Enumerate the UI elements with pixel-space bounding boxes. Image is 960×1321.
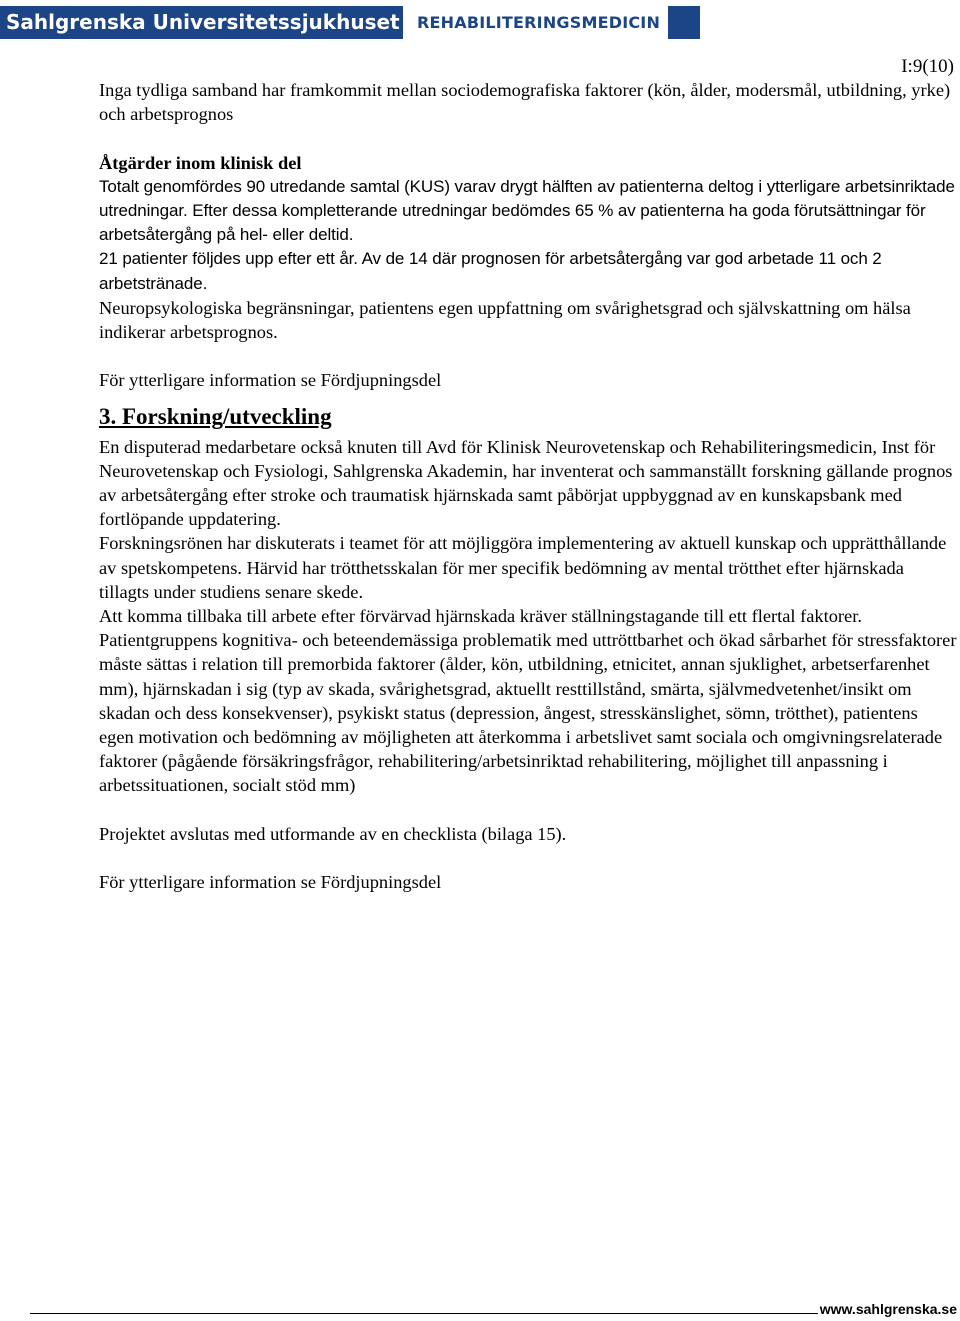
- header-accent-block: [668, 6, 700, 39]
- hospital-name-banner: Sahlgrenska Universitetssjukhuset: [0, 6, 403, 39]
- page-header: [0, 0, 960, 44]
- section-heading: 3. Forskning/utveckling: [99, 403, 332, 429]
- footer-url: www.sahlgrenska.se: [819, 1301, 957, 1317]
- forskning-paragraph-1: En disputerad medarbetare också knuten till Avd för Klinisk Neurovetenskap och Rehabiliteringsmedicin, Inst för Neurovetenskap och Fysiologi, Sahlgrenska Akademin, har inventerat och sammanställt forskning gällande prognos av arbetsåtergång efter stroke och traumatisk hjärnskada samt påbörjat uppbyggnad av en kunskapsbank med fortlöpande uppdatering.: [99, 436, 953, 530]
- checklist-paragraph: Projektet avslutas med utformande av en checklista (bilaga 15).: [99, 823, 567, 844]
- more-info-link-text-1: För ytterligare information se Fördjupningsdel: [99, 370, 442, 391]
- footer-divider: [30, 1313, 818, 1314]
- klinisk-heading: Åtgärder inom klinisk del: [99, 152, 302, 173]
- document-body: [99, 78, 957, 894]
- more-info-link-text-2: För ytterligare information se Fördjupningsdel: [99, 872, 442, 893]
- forskning-paragraph-3: Att komma tillbaka till arbete efter förvärvad hjärnskada kräver ställningstagande till ett flertal faktorer. Patientgruppens kognitiva- och beteendemässiga problematik med uttröttbarhet och ökad sårbarhet för stressfaktorer måste sättas i relation till premorbida faktorer (ålder, kön, utbildning, etnicitet, annan sjuklighet, arbetserfarenhet mm), hjärnskadan i sig (typ av skada, svårighetsgrad, aktuellt resttillstånd, smärta, självmedvetenhet/insikt om skadan och dess konsekvenser), psykiskt status (depression, ångest, stresskänslighet, sömn, trötthet), patientens egen motivation och bedömning av möjligheten att återkomma i arbetslivet samt sociala och omgivningsrelaterade faktorer (pågående försäkringsfrågor, rehabilitering/arbetsinriktad rehabilitering, möjlighet till anpassning i arbetssituationen, socialt stöd mm): [99, 606, 957, 796]
- intro-paragraph: Inga tydliga samband har framkommit mellan sociodemografiska faktorer (kön, ålder, modersmål, utbildning, yrke) och arbetsprognos: [99, 80, 951, 125]
- page-number: I:9(10): [901, 56, 954, 77]
- forskning-paragraph-2: Forskningsrönen har diskuterats i teamet för att möjliggöra implementering av aktuell kunskap och upprätthållande av spetskompetens. Härvid har trötthetsskalan för mer specifik bedömning av mental trötthet efter hjärnskada tillagts under studiens senare skede.: [99, 533, 947, 602]
- klinisk-paragraph-3: Neuropsykologiska begränsningar, patientens egen uppfattning om svårighetsgrad och självskattning om hälsa indikerar arbetsprognos.: [99, 297, 911, 343]
- department-name: REHABILITERINGSMEDICIN: [403, 6, 668, 39]
- klinisk-paragraph-1: Totalt genomfördes 90 utredande samtal (KUS) varav drygt hälften av patienterna deltog i ytterligare arbetsinriktade utredningar. Efter dessa kompletterande utredningar bedömdes 65 % av patienterna ha goda förutsättningar för arbetsåtergång på hel- eller deltid.: [99, 176, 955, 245]
- klinisk-paragraph-2: 21 patienter följdes upp efter ett år. Av de 14 där prognosen för arbetsåtergång var god arbetade 11 och 2 arbetstränade.: [99, 249, 882, 293]
